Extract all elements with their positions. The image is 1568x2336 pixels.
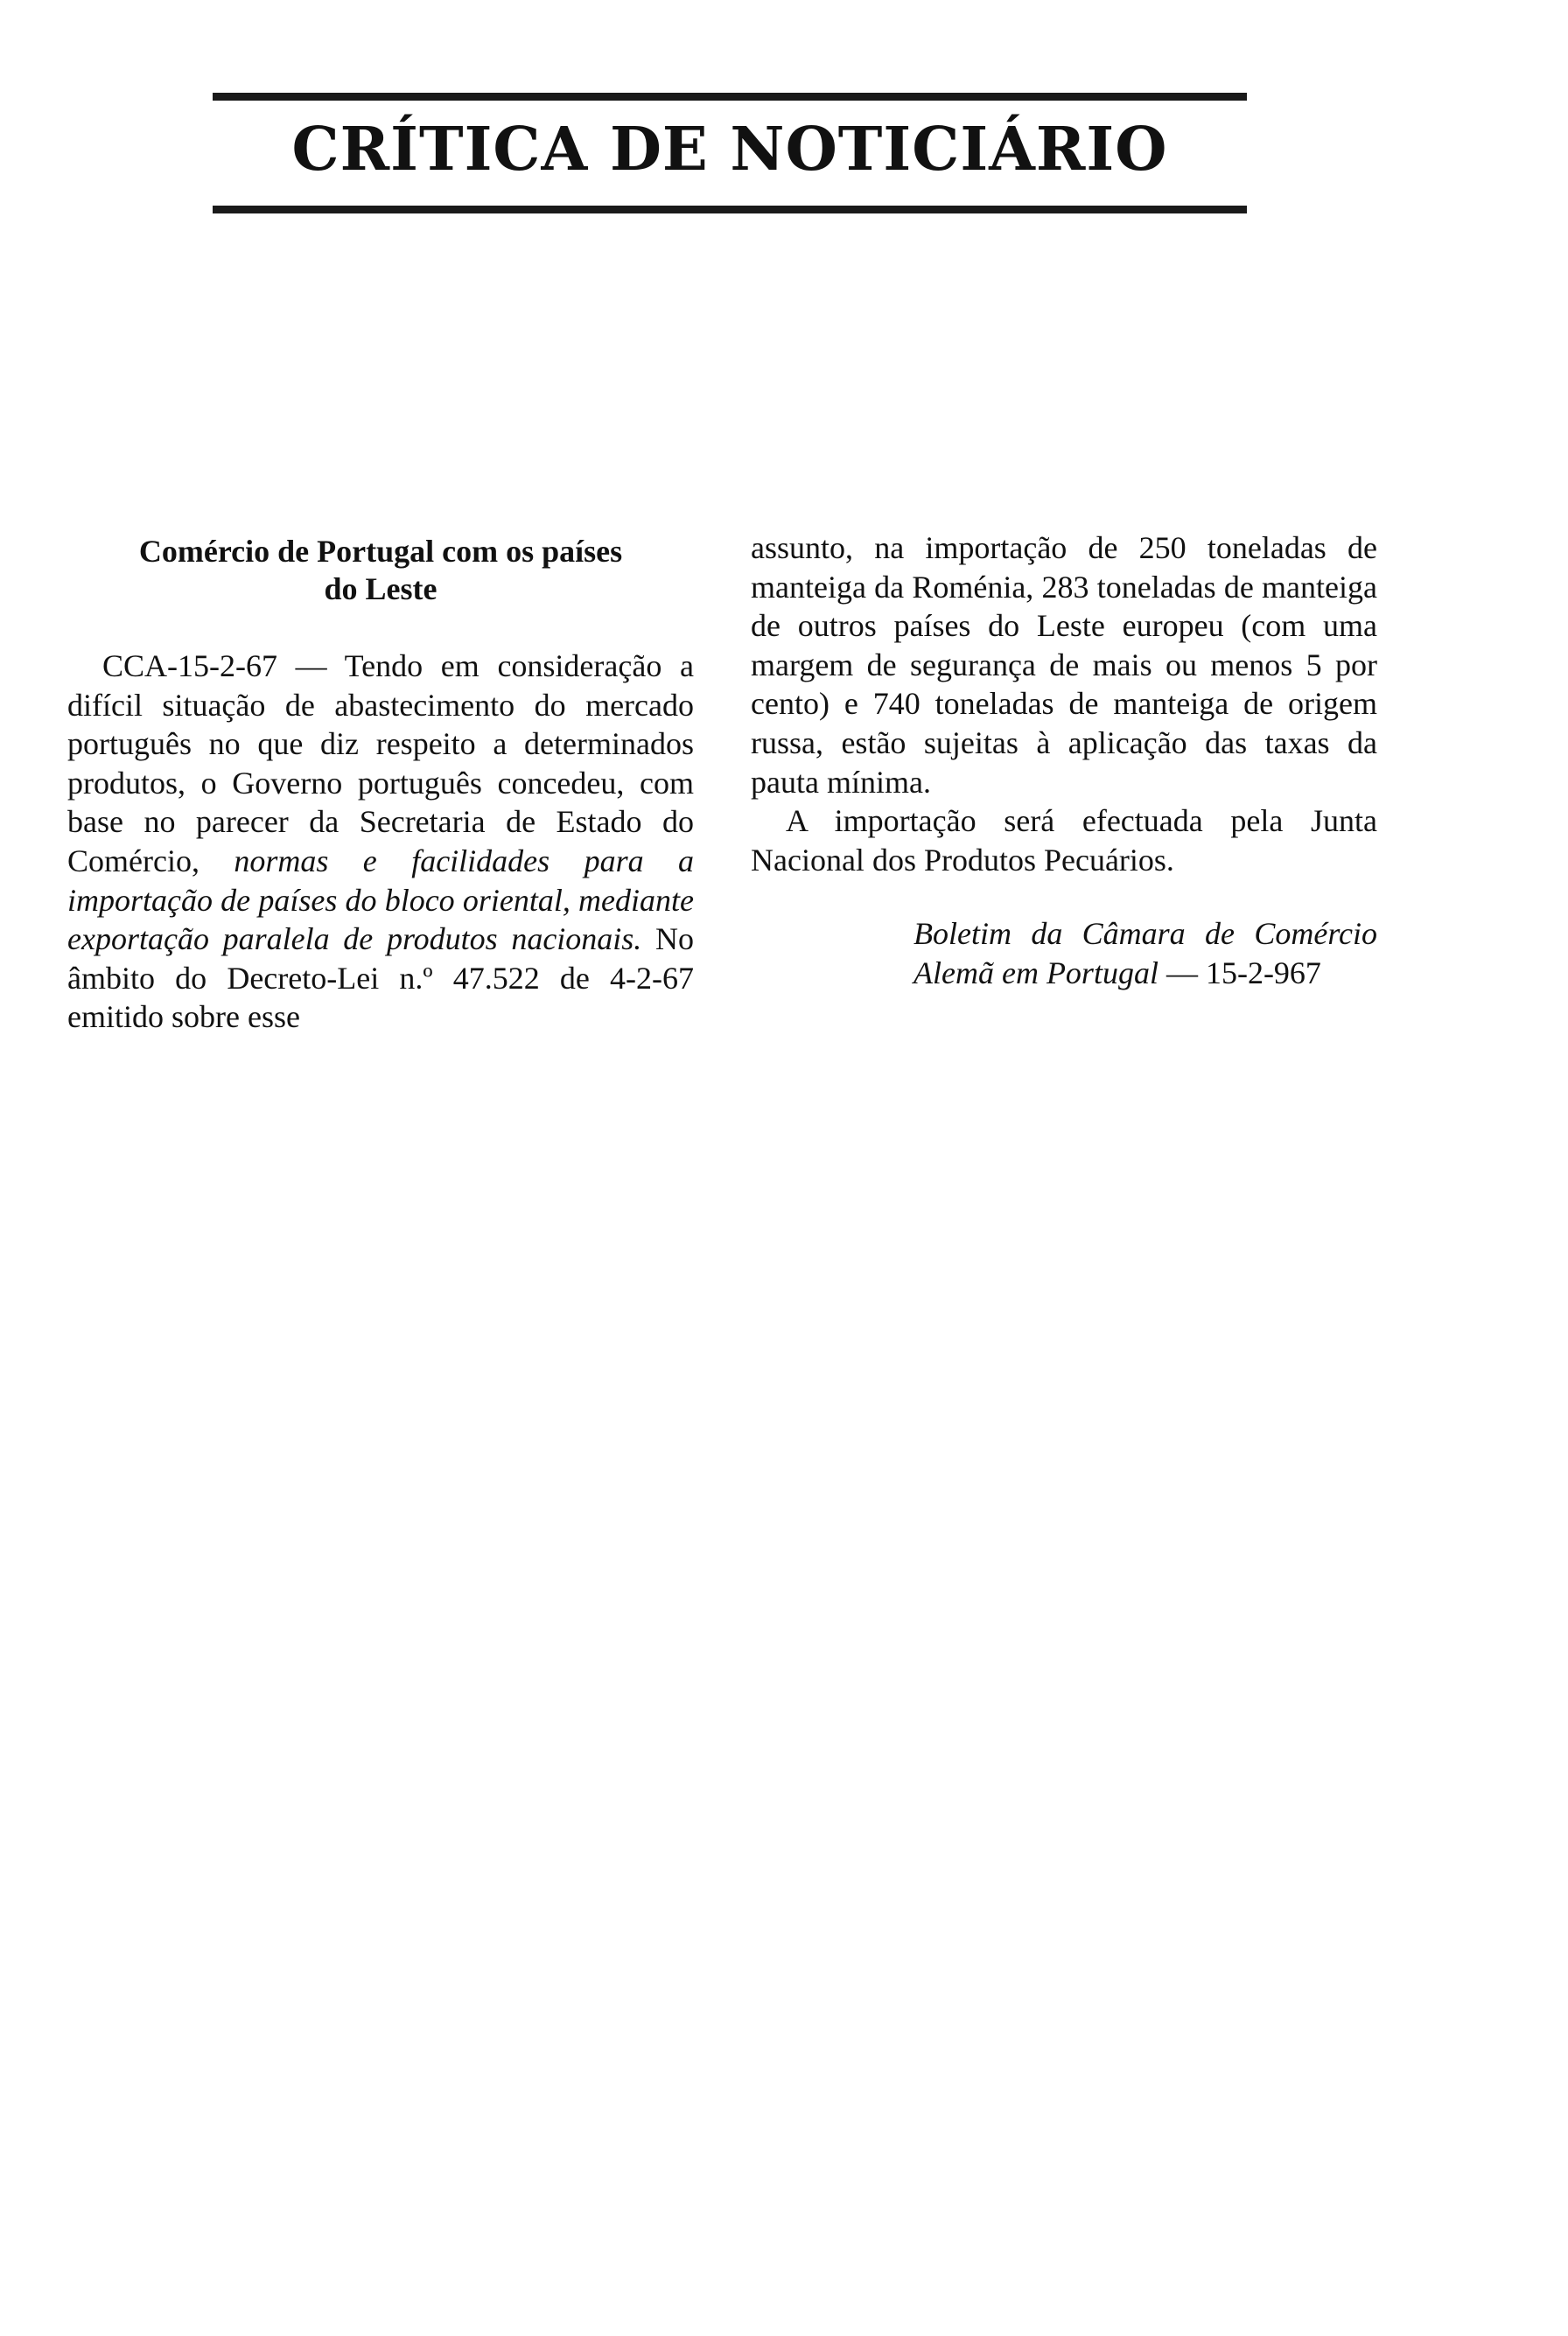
masthead	[213, 93, 1247, 213]
source-publication: Boletim da Câmara de Comércio Alemã em Portugal	[914, 916, 1377, 990]
masthead-top-rule	[213, 93, 1247, 101]
article-heading-line-2: do Leste	[324, 571, 438, 606]
right-column	[751, 528, 1377, 993]
article-paragraph-1	[67, 647, 694, 1037]
article-source	[751, 914, 1377, 992]
paragraph-1-text-start: CCA-15-2-67 — Tendo em consideração a difícil situação de abastecimento do mercado português no que diz respeito a determinados produtos, o Governo português concedeu, com base no parecer da Secretaria de Estado do Comércio,	[67, 648, 694, 878]
source-date: — 15-2-967	[1158, 955, 1321, 990]
page-title: CRÍTICA DE NOTICIÁRIO	[291, 115, 1168, 185]
paragraph-1-italic-text: normas e facilidades para a importação de países do bloco oriental, mediante exportação paralela de produtos nacionais.	[67, 843, 694, 957]
article-heading-line-1: Comércio de Portugal com os países	[138, 534, 623, 569]
left-column	[67, 533, 694, 1037]
article-paragraph-1-continued: assunto, na importação de 250 toneladas de manteiga da Roménia, 283 toneladas de manteiga de outros países do Leste europeu (com uma margem de segurança de mais ou menos 5 por cento) e 740 toneladas de manteiga de origem russa, estão sujeitas à aplicação das taxas da pauta mínima.	[751, 530, 1377, 800]
paragraph-1-text-end: No âmbito do Decreto-Lei n.º 47.522 de 4-2-67 emitido sobre esse	[67, 921, 694, 1035]
article-paragraph-2: A importação será efectuada pela Junta Nacional dos Produtos Pecuários.	[751, 803, 1377, 878]
masthead-bottom-rule	[213, 206, 1247, 213]
article-heading	[67, 533, 694, 608]
